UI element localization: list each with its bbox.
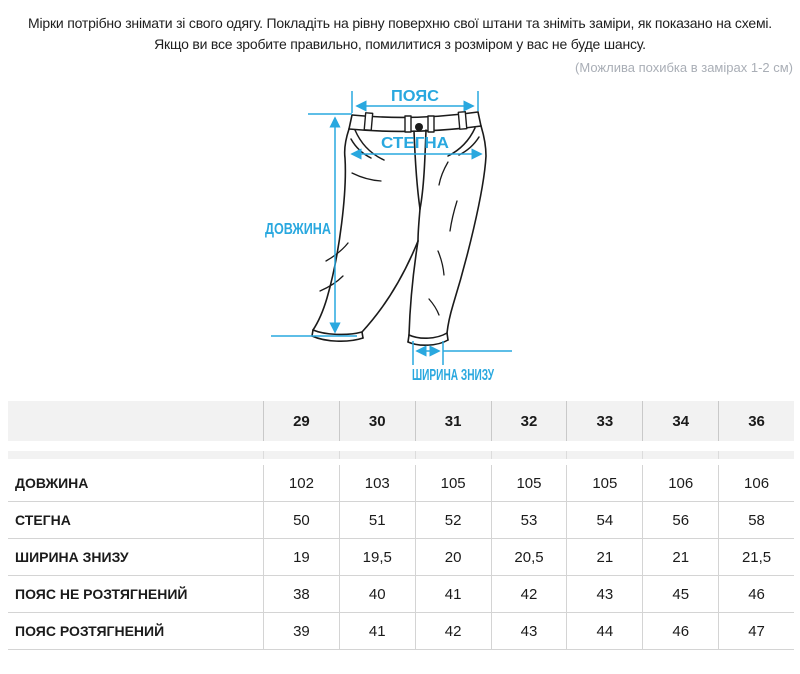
size-header-32: 32 [491, 401, 567, 441]
value-cell: 45 [642, 576, 718, 612]
value-cell: 103 [339, 465, 415, 501]
value-cell: 46 [718, 576, 794, 612]
value-cell: 58 [718, 502, 794, 538]
row-label: ПОЯС РОЗТЯГНЕНИЙ [15, 623, 165, 639]
value-cell: 20 [415, 539, 491, 575]
value-cell: 46 [642, 613, 718, 649]
size-chart-table [8, 401, 794, 650]
jeans-diagram-svg [252, 83, 572, 397]
bottom-width-label: ШИРИНА ЗНИЗУ [412, 367, 495, 384]
value-cell: 54 [566, 502, 642, 538]
value-cell: 51 [339, 502, 415, 538]
strip-cell [339, 451, 415, 459]
value-cell: 42 [491, 576, 567, 612]
value-cell: 21 [566, 539, 642, 575]
row-label: ПОЯС НЕ РОЗТЯГНЕНИЙ [15, 586, 188, 602]
value-cell: 21,5 [718, 539, 794, 575]
instructions-line-1: Мірки потрібно знімати зі свого одягу. Покладіть на рівну поверхню свої штани та зніміть заміри, як показано на схемі. [28, 15, 772, 31]
value-cell: 53 [491, 502, 567, 538]
size-header-34: 34 [642, 401, 718, 441]
table-row [8, 465, 794, 502]
value-cell: 41 [415, 576, 491, 612]
value-cell: 50 [263, 502, 339, 538]
size-header-33: 33 [566, 401, 642, 441]
jeans-button [415, 123, 423, 131]
value-cell: 43 [491, 613, 567, 649]
value-cell: 102 [263, 465, 339, 501]
length-label: ДОВЖИНА [265, 221, 332, 238]
strip-cell [415, 451, 491, 459]
size-header-30: 30 [339, 401, 415, 441]
value-cell: 19 [263, 539, 339, 575]
strip-cell [718, 451, 794, 459]
size-header-29: 29 [263, 401, 339, 441]
row-label: СТЕГНА [15, 512, 71, 528]
value-cell: 47 [718, 613, 794, 649]
waist-label: ПОЯС [391, 88, 440, 105]
value-cell: 19,5 [339, 539, 415, 575]
value-cell: 105 [415, 465, 491, 501]
table-row [8, 502, 794, 539]
strip-cell [263, 451, 339, 459]
table-corner-cell [8, 401, 263, 441]
size-header-row [8, 401, 794, 441]
measurement-instructions [0, 13, 800, 55]
value-cell: 43 [566, 576, 642, 612]
value-cell: 52 [415, 502, 491, 538]
row-label: ДОВЖИНА [15, 475, 89, 491]
value-cell: 20,5 [491, 539, 567, 575]
table-gray-strip [8, 451, 794, 459]
value-cell: 56 [642, 502, 718, 538]
size-header-31: 31 [415, 401, 491, 441]
value-cell: 105 [566, 465, 642, 501]
size-header-36: 36 [718, 401, 794, 441]
value-cell: 40 [339, 576, 415, 612]
fabric-wrinkles [320, 162, 457, 315]
value-cell: 39 [263, 613, 339, 649]
strip-cell [566, 451, 642, 459]
value-cell: 105 [491, 465, 567, 501]
table-row [8, 576, 794, 613]
instructions-line-2: Якщо ви все зробите правильно, помилитися з розміром у вас не буде шансу. [154, 36, 646, 52]
value-cell: 106 [642, 465, 718, 501]
size-table-body [8, 465, 794, 650]
value-cell: 44 [566, 613, 642, 649]
strip-cell [642, 451, 718, 459]
value-cell: 106 [718, 465, 794, 501]
jeans-measurement-diagram [0, 83, 800, 397]
value-cell: 42 [415, 613, 491, 649]
value-cell: 41 [339, 613, 415, 649]
tolerance-note: (Можлива похибка в замірах 1-2 см) [575, 60, 793, 75]
row-label: ШИРИНА ЗНИЗУ [15, 549, 129, 565]
strip-cell [491, 451, 567, 459]
table-row [8, 539, 794, 576]
hips-label: СТЕГНА [381, 135, 450, 152]
value-cell: 21 [642, 539, 718, 575]
strip-cell [8, 451, 263, 459]
value-cell: 38 [263, 576, 339, 612]
table-spacer [8, 441, 794, 451]
table-row [8, 613, 794, 650]
